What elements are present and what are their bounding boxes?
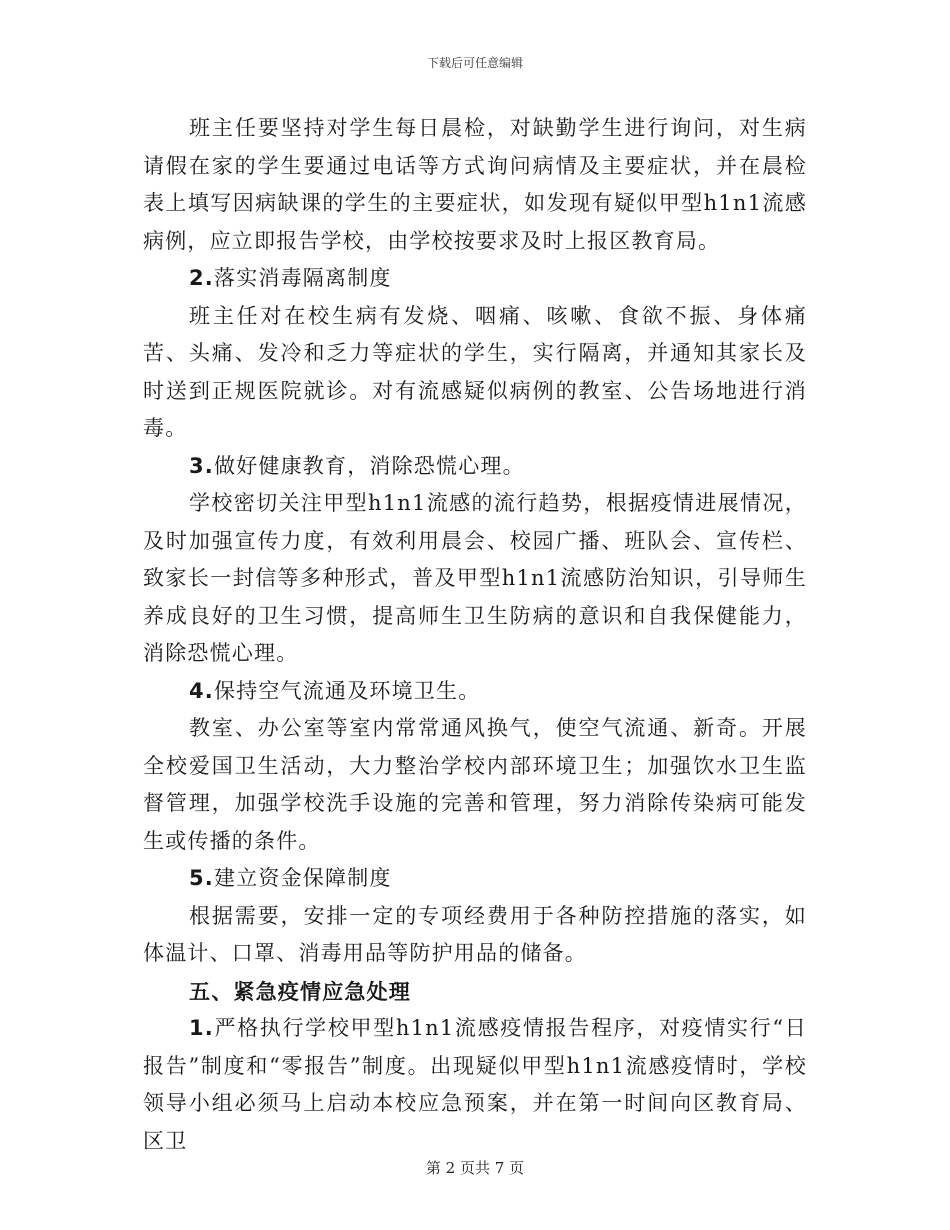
heading-text: 保持空气流通及环境卫生。 (214, 678, 481, 703)
heading-ventilation (143, 673, 807, 711)
heading-disinfection (143, 260, 807, 298)
heading-number: 2. (189, 266, 214, 290)
page-header: 下载后可任意编辑 (426, 56, 523, 70)
heading-number: 4. (189, 678, 214, 703)
heading-number: 5. (189, 866, 214, 890)
paragraph-funding: 根据需要，安排一定的专项经费用于各种防控措施的落实，如体温计、口罩、消毒用品等防护用品的储备。 (143, 903, 807, 965)
heading-text: 落实消毒隔离制度 (214, 266, 392, 290)
document-body (143, 110, 807, 1160)
paragraph-education: 学校密切关注甲型h1n1流感的流行趋势，根据疫情进展情况，及时加强宣传力度，有效利用晨会、校园广播、班队会、宣传栏、致家长一封信等多种形式，普及甲型h1n1流感防治知识，引导师生养成良好的卫生习惯，提高师生卫生防病的意识和自我保健能力，消除恐慌心理。 (143, 491, 807, 665)
heading-funding (143, 860, 807, 898)
paragraph-reporting (143, 1010, 807, 1160)
heading-health-education (143, 448, 807, 486)
heading-text: 做好健康教育，消除恐慌心理。 (214, 453, 525, 478)
item-text: 严格执行学校甲型h1n1流感疫情报告程序，对疫情实行“日报告”制度和“零报告”制度。出现疑似甲型h1n1流感疫情时，学校领导小组必须马上启动本校应急预案，并在第一时间向区教育局、区卫 (143, 1016, 807, 1153)
heading-number: 3. (189, 453, 214, 478)
paragraph-isolation: 班主任对在校生病有发烧、咽痛、咳嗽、食欲不振、身体痛苦、头痛、发冷和乏力等症状的学生，实行隔离，并通知其家长及时送到正规医院就诊。对有流感疑似病例的教室、公告场地进行消毒。 (143, 303, 807, 440)
heading-text: 建立资金保障制度 (214, 866, 392, 890)
paragraph-morning-check: 班主任要坚持对学生每日晨检，对缺勤学生进行询问，对生病请假在家的学生要通过电话等方式询问病情及主要症状，并在晨检表上填写因病缺课的学生的主要症状，如发现有疑似甲型h1n1流感病例，应立即报告学校，由学校按要求及时上报区教育局。 (143, 116, 807, 253)
page-footer: 第 2 页共 7 页 (425, 1159, 525, 1177)
item-number: 1. (189, 1016, 214, 1040)
paragraph-environment: 教室、办公室等室内常常通风换气，使空气流通、新奇。开展全校爱国卫生活动，大力整治学校内部环境卫生；加强饮水卫生监督管理，加强学校洗手设施的完善和管理，努力消除传染病可能发生或传播的条件。 (143, 716, 807, 853)
section-heading-emergency: 五、紧急疫情应急处理 (189, 978, 411, 1004)
